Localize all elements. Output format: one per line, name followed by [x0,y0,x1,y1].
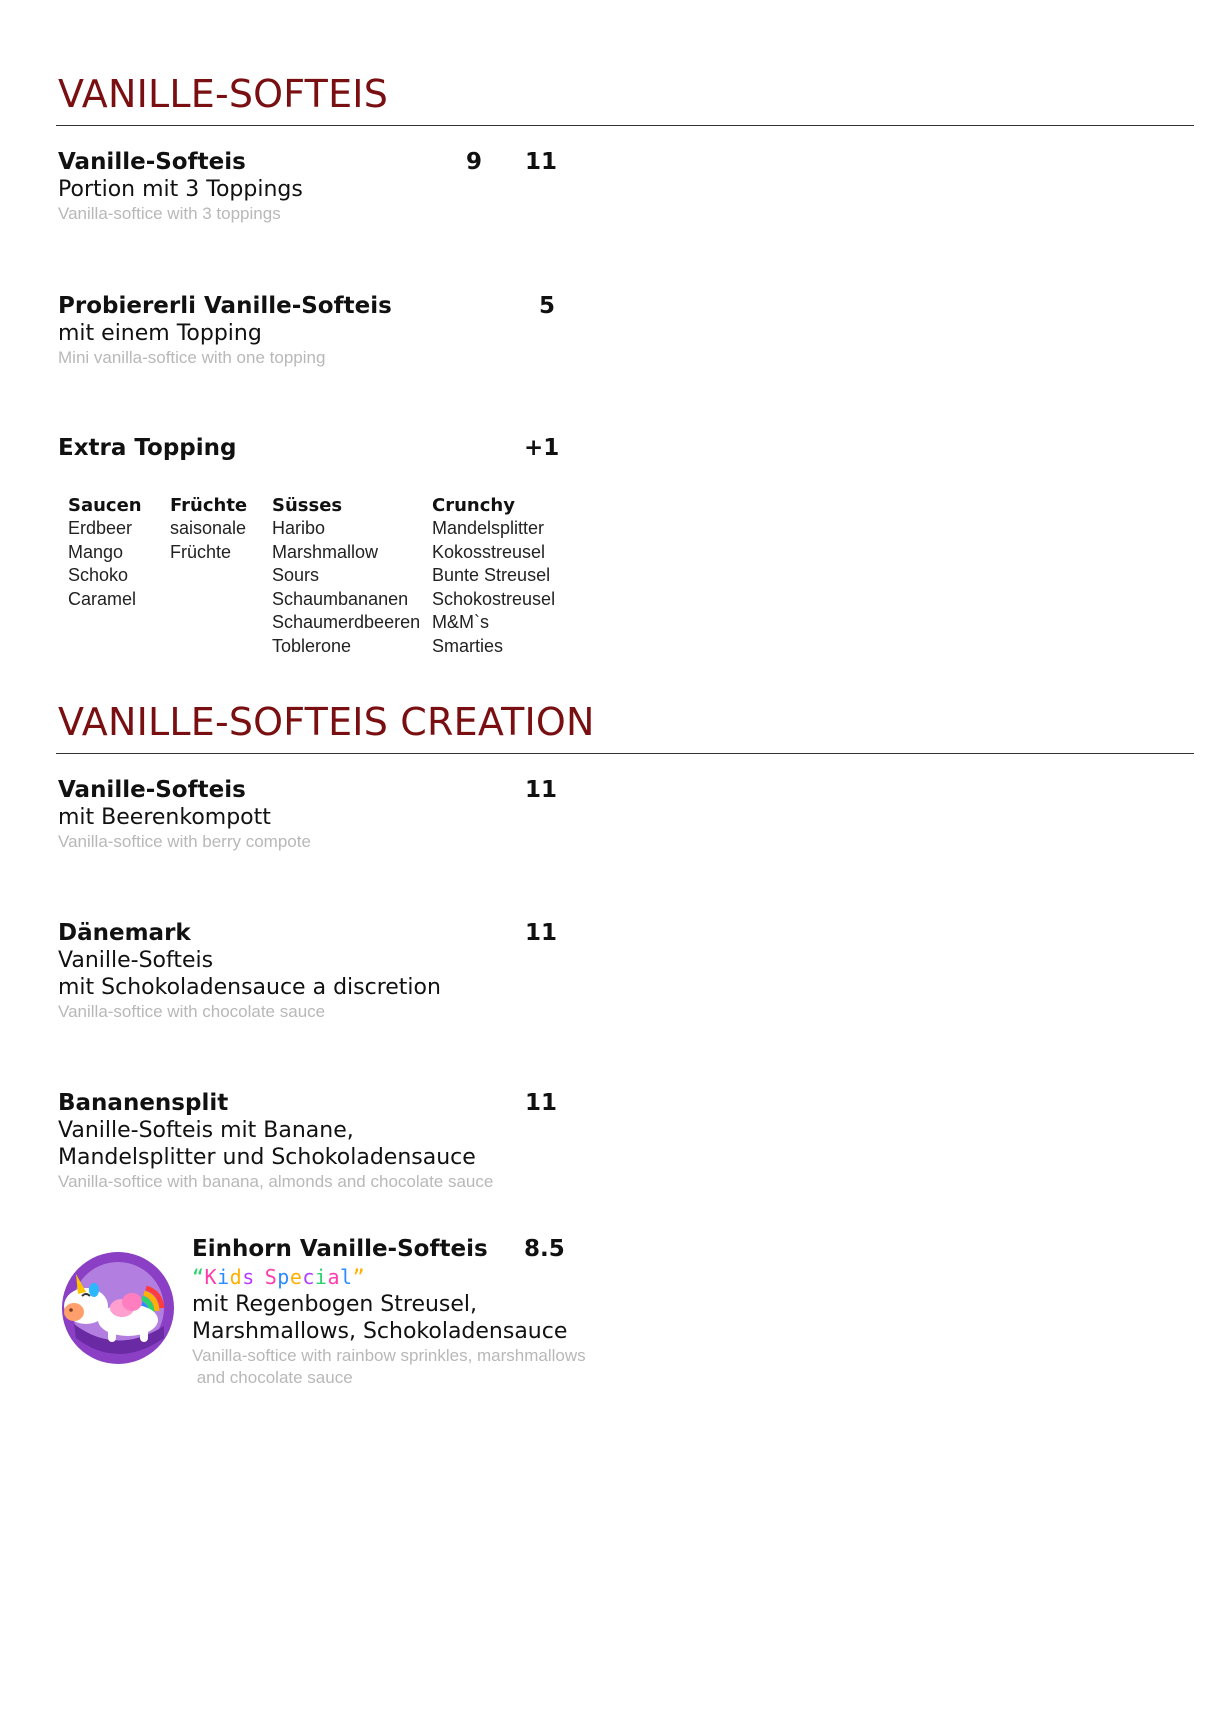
menu-item-vanille-softeis-beeren [58,776,618,853]
topping-entry: Caramel [68,588,137,609]
item-translation: Vanilla-softice with rainbow sprinkles, marshmallows [192,1346,586,1365]
toppings-column-heading: Saucen [68,495,142,516]
kids-special-label [192,1263,365,1291]
item-translation: Vanilla-softice with banana, almonds and chocolate sauce [58,1172,494,1191]
kids-special-letter: e [289,1265,303,1289]
toppings-column-heading: Früchte [170,495,248,516]
toppings-column-fruechte [170,494,247,564]
topping-entry: Toblerone [272,635,352,656]
topping-entry: Bunte Streusel [432,565,551,585]
kids-special-letter: l [340,1265,353,1289]
item-description: Marshmallows, Schokoladensauce [192,1319,568,1344]
item-price: 11 [525,920,558,946]
menu-item-vanille-softeis [58,148,618,225]
kids-special-letter: S [264,1265,278,1289]
item-name: Dänemark [58,920,191,946]
item-price-small: 9 [466,149,483,175]
item-description: Mandelsplitter und Schokoladensauce [58,1145,476,1170]
menu-item-bananensplit [58,1089,618,1193]
kids-special-letter: “ [192,1265,205,1289]
item-price: 5 [539,293,556,319]
item-description: Vanille-Softeis [58,948,214,973]
section-divider [56,125,1194,126]
item-description: mit Regenbogen Streusel, [192,1292,478,1317]
unicorn-icon [56,1246,176,1366]
toppings-column-suesses [272,494,420,658]
topping-entry: Mango [68,541,124,562]
item-name: Vanille-Softeis [58,777,246,803]
toppings-table [68,494,588,664]
item-name: Einhorn Vanille-Softeis [192,1236,488,1262]
item-price: 8.5 [524,1236,565,1262]
topping-entry: Erdbeer [68,518,133,538]
kids-special-letter: s [242,1265,255,1289]
item-translation: Vanilla-softice with berry compote [58,832,311,851]
topping-entry: Schokostreusel [432,588,556,609]
topping-entry: Kokosstreusel [432,541,546,562]
menu-item-daenemark [58,919,618,1023]
topping-entry: Mandelsplitter [432,518,545,538]
item-name: Probiererli Vanille-Softeis [58,293,392,319]
section-title-creation: VANILLE-SOFTEIS CREATION [58,700,595,744]
topping-entry: saisonale [170,518,247,538]
section-title-vanille-softeis: VANILLE-SOFTEIS [58,72,389,116]
toppings-column-heading: Crunchy [432,495,515,516]
item-translation: and chocolate sauce [192,1368,353,1387]
kids-special-letter: i [314,1265,328,1289]
toppings-column-saucen [68,494,142,611]
topping-entry: Marshmallow [272,541,379,562]
item-price-large: 11 [525,149,558,175]
section-divider [56,753,1194,754]
menu-item-probiererli [58,292,618,369]
item-description: mit Schokoladensauce a discretion [58,975,441,1000]
topping-entry: Schaumbananen [272,588,409,609]
item-name: Vanille-Softeis [58,149,246,175]
topping-entry: Früchte [170,541,232,562]
kids-special-letter: p [277,1265,290,1289]
item-name: Bananensplit [58,1090,229,1116]
toppings-column-crunchy [432,494,555,658]
item-description: mit einem Topping [58,321,262,346]
item-translation: Vanilla-softice with 3 toppings [58,204,281,223]
item-name: Extra Topping [58,435,237,461]
kids-special-letter: c [302,1265,315,1289]
kids-special-letter: ” [352,1265,366,1289]
item-description: mit Beerenkompott [58,805,271,830]
item-price: 11 [525,777,558,803]
kids-special-letter: i [217,1265,230,1289]
topping-entry: M&M`s [432,612,489,632]
topping-entry: Haribo [272,518,326,538]
topping-entry: Sours [272,565,320,585]
menu-item-extra-topping [58,434,618,462]
menu-item-einhorn [192,1235,632,1389]
topping-entry: Schoko [68,565,129,585]
item-description: Portion mit 3 Toppings [58,177,303,202]
item-description: Vanille-Softeis mit Banane, [58,1118,354,1143]
kids-special-letter: a [327,1265,341,1289]
item-translation: Vanilla-softice with chocolate sauce [58,1002,326,1021]
toppings-column-heading: Süsses [272,495,343,516]
kids-special-letter: K [204,1265,218,1289]
topping-entry: Schaumerdbeeren [272,612,421,632]
item-price: +1 [524,435,560,461]
kids-special-tag [192,1263,632,1291]
kids-special-letter: d [229,1265,243,1289]
item-translation: Mini vanilla-softice with one topping [58,348,326,367]
item-price: 11 [525,1090,558,1116]
topping-entry: Smarties [432,635,504,656]
